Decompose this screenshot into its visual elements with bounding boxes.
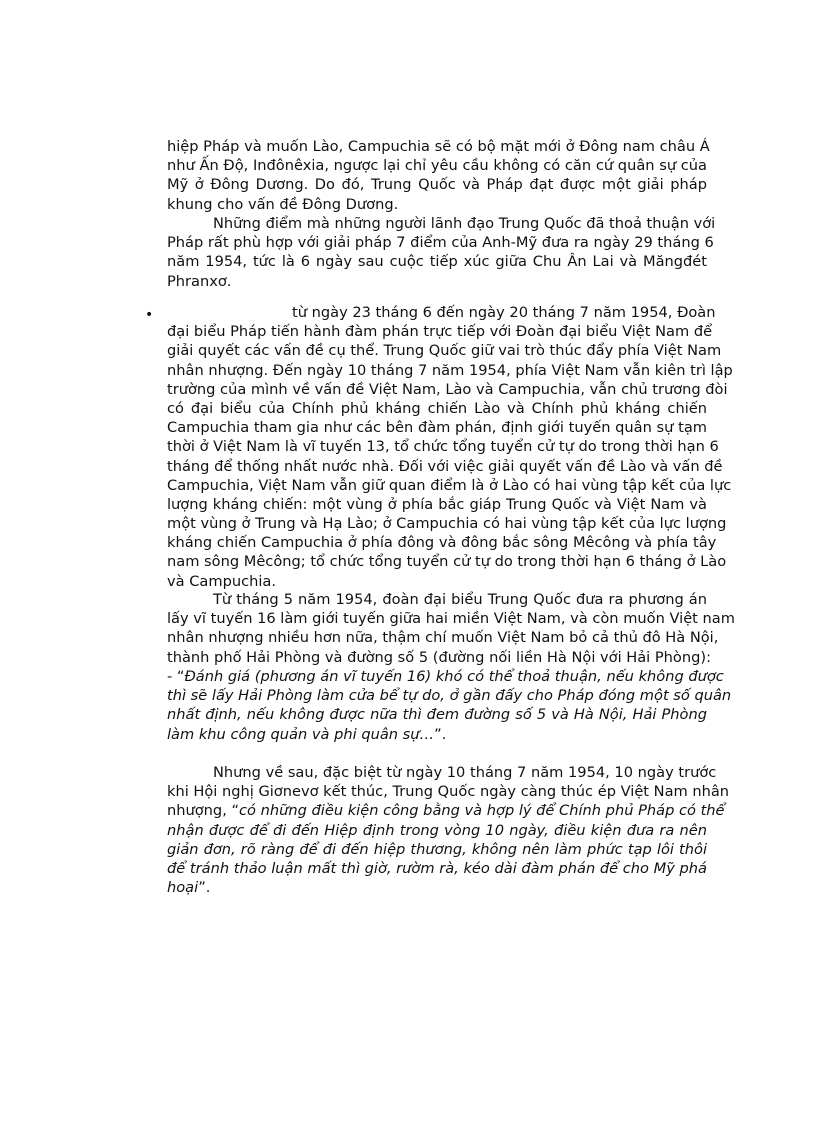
quote-line (167, 878, 707, 897)
text-line: lấy vĩ tuyến 16 làm giới tuyến giữa hai miền Việt Nam, và còn muốn Việt nam (167, 610, 735, 628)
text-line: Từ tháng 5 năm 1954, đoàn đại biểu Trung Quốc đưa ra phương án (213, 591, 707, 608)
quote-text: Đánh giá (phương án vĩ tuyến 16) khó có thể thoả thuận, nếu không được (184, 668, 724, 685)
text-line: hiệp Pháp và muốn Lào, Campuchia sẽ có bộ mặt mới ở Đông nam châu Á (167, 138, 710, 155)
paragraph-4 (167, 590, 735, 667)
quote-suffix: ”. (198, 879, 211, 897)
paragraph-5 (167, 763, 730, 897)
text-line: nhân nhượng. Đến ngày 10 tháng 7 năm 1954, phía Việt Nam vẫn kiên trì lập (167, 361, 733, 379)
quote-text: làm khu công quản và phi quân sự… (167, 725, 435, 743)
quote-line: nhất định, nếu không được nữa thì đem đường số 5 và Hà Nội, Hải Phòng (167, 706, 707, 724)
text-line: có đại biểu của Chính phủ kháng chiến Lào và Chính phủ kháng chiến (167, 399, 707, 417)
quote-line (167, 667, 724, 686)
text-line: như Ấn Độ, Inđônêxia, ngược lại chỉ yêu cầu không có căn cứ quân sự của (167, 157, 707, 175)
quote-text: có những điều kiện công bằng và hợp lý để Chính phủ Pháp có thể (239, 802, 725, 820)
text-line: khung cho vấn đề Đông Dương. (167, 195, 399, 213)
text-line: năm 1954, tức là 6 ngày sau cuộc tiếp xúc giữa Chu Ân Lai và Măngđét (167, 253, 707, 271)
text-line: Mỹ ở Đông Dương. Do đó, Trung Quốc và Pháp đạt được một giải pháp (167, 176, 707, 194)
quote-suffix: ”. (434, 725, 447, 743)
text-line: Những điểm mà những người lãnh đạo Trung Quốc đã thoả thuận với (213, 215, 716, 232)
text-line: nam sông Mêcông; tổ chức tổng tuyển cử tự do trong thời hạn 6 tháng ở Lào (167, 553, 727, 571)
paragraph-lead: nhượng, “ (167, 802, 240, 820)
text-line: và Campuchia. (167, 572, 276, 590)
text-line: đại biểu Pháp tiến hành đàm phán trực tiếp với Đoàn đại biểu Việt Nam để (167, 323, 713, 341)
text-line: thời ở Việt Nam là vĩ tuyến 13, tổ chức tổng tuyển cử tự do trong thời hạn 6 (167, 438, 719, 456)
paragraph-3 (167, 303, 733, 591)
text-line: Pháp rất phù hợp với giải pháp 7 điểm của Anh-Mỹ đưa ra ngày 29 tháng 6 (167, 234, 714, 252)
quote-line: nhận được để đi đến Hiệp định trong vòng 10 ngày, điều kiện đưa ra nên (167, 821, 707, 839)
text-line: một vùng ở Trung và Hạ Lào; ở Campuchia có hai vùng tập kết của lực lượng (167, 515, 727, 533)
text-line: tháng để thống nhất nước nhà. Đối với việc giải quyết vấn đề Lào và vấn đề (167, 457, 723, 475)
bullet-icon: • (145, 307, 154, 323)
text-line: Campuchia tham gia như các bên đàm phán, định giới tuyến quân sự tạm (167, 419, 707, 437)
text-line: nhân nhượng nhiều hơn nữa, thậm chí muốn Việt Nam bỏ cả thủ đô Hà Nội, (167, 629, 719, 647)
quote-line: giản đơn, rõ ràng để đi đến hiệp thương, không nên làm phức tạp lôi thôi (167, 840, 707, 858)
text-line: giải quyết các vấn đề cụ thể. Trung Quốc giữ vai trò thúc đẩy phía Việt Nam (167, 342, 722, 360)
quote-line: để tránh thảo luận mất thì giờ, rườm rà, kéo dài đàm phán để cho Mỹ phá (167, 859, 707, 877)
paragraph-1 (167, 137, 710, 214)
quote-line (167, 801, 725, 820)
text-line: từ ngày 23 tháng 6 đến ngày 20 tháng 7 năm 1954, Đoàn (292, 304, 716, 321)
text-line: thành phố Hải Phòng và đường số 5 (đường nối liền Hà Nội với Hải Phòng): (167, 648, 711, 666)
text-line: kháng chiến Campuchia ở phía đông và đông bắc sông Mêcông và phía tây (167, 534, 717, 552)
text-line: trường của mình về vấn đề Việt Nam, Lào và Campuchia, vẫn chủ trương đòi (167, 380, 728, 398)
quote-line: thì sẽ lấy Hải Phòng làm cửa bể tự do, ở gần đấy cho Pháp đóng một số quân (167, 687, 732, 705)
quote-1 (167, 667, 732, 744)
paragraph-2 (167, 214, 716, 291)
quote-prefix: - “ (167, 668, 185, 685)
quote-line (167, 725, 707, 744)
text-line: Campuchia, Việt Nam vẫn giữ quan điểm là ở Lào có hai vùng tập kết của lực (167, 476, 732, 494)
text-line: Nhưng về sau, đặc biệt từ ngày 10 tháng 7 năm 1954, 10 ngày trước (213, 764, 717, 781)
text-line: lượng kháng chiến: một vùng ở phía bắc giáp Trung Quốc và Việt Nam và (167, 495, 707, 513)
quote-text: hoại (167, 879, 199, 897)
text-line: Phranxơ. (167, 272, 232, 290)
text-line: khi Hội nghị Giơnevơ kết thúc, Trung Quốc ngày càng thúc ép Việt Nam nhân (167, 783, 730, 801)
